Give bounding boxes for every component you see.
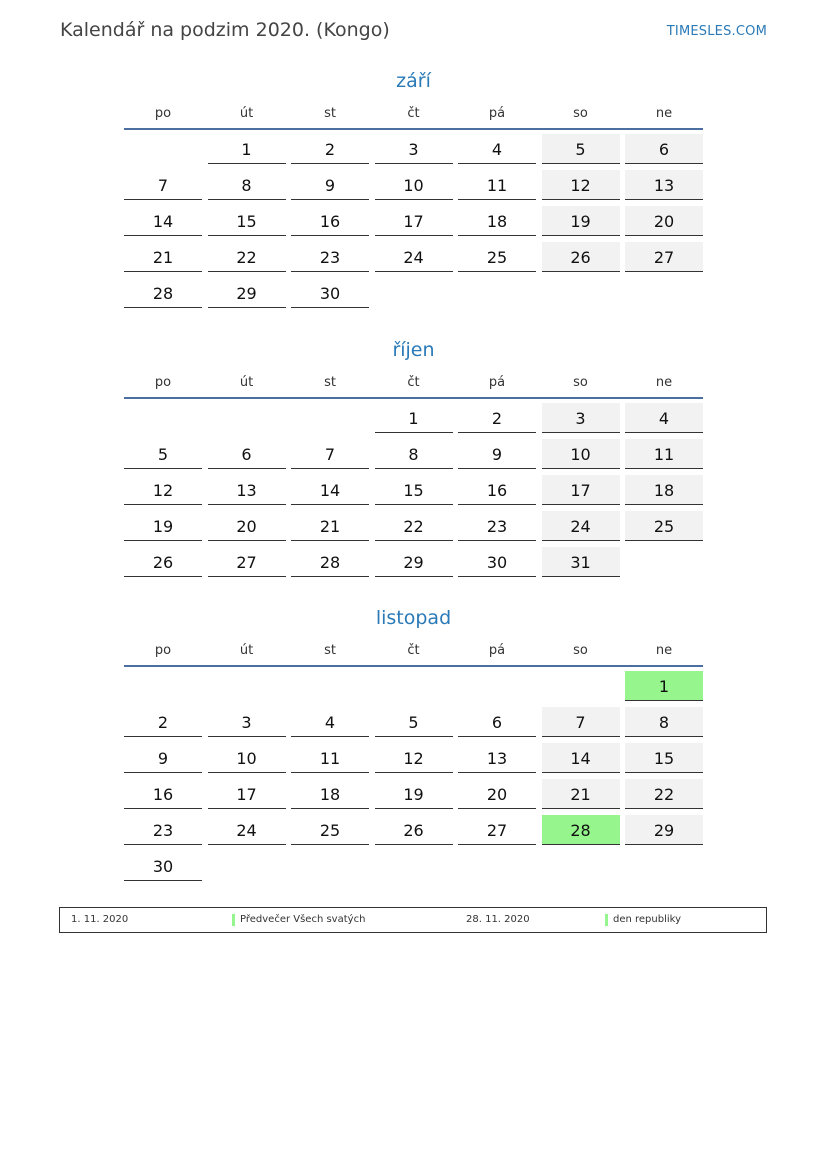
weekday-header-row [124, 375, 703, 392]
day-cell: 14 [124, 206, 202, 236]
weekday-label: po [154, 375, 172, 390]
day-cell: 17 [208, 779, 286, 809]
day-cell: 5 [542, 134, 620, 164]
day-cell: 22 [208, 242, 286, 272]
day-cell: 21 [124, 242, 202, 272]
day-cell: 8 [375, 439, 453, 469]
day-cell: 12 [375, 743, 453, 773]
day-cell: 24 [542, 511, 620, 541]
weekday-label: pá [488, 106, 506, 121]
legend-date: 28. 11. 2020 [466, 914, 530, 925]
day-cell: 4 [291, 707, 369, 737]
day-cell: 16 [291, 206, 369, 236]
day-cell: 15 [375, 475, 453, 505]
day-cell: 26 [542, 242, 620, 272]
day-cell: 30 [124, 851, 202, 881]
day-cell: 30 [291, 278, 369, 308]
day-cell: 21 [542, 779, 620, 809]
day-cell: 14 [542, 743, 620, 773]
day-cell: 15 [208, 206, 286, 236]
header-divider [124, 128, 703, 130]
weekday-header-row [124, 106, 703, 123]
day-cell: 17 [375, 206, 453, 236]
month-name: září [396, 70, 431, 92]
day-cell: 5 [124, 439, 202, 469]
weekday-label: čt [407, 375, 420, 390]
day-cell: 22 [625, 779, 703, 809]
day-cell: 15 [625, 743, 703, 773]
day-cell: 1 [208, 134, 286, 164]
day-cell: 28 [124, 278, 202, 308]
day-cell: 7 [542, 707, 620, 737]
weekday-label: pá [488, 375, 506, 390]
day-cell: 29 [208, 278, 286, 308]
weekday-label: út [239, 106, 254, 121]
day-cell: 1 [625, 671, 703, 701]
day-cell: 21 [291, 511, 369, 541]
holiday-legend [59, 907, 767, 933]
day-cell: 18 [458, 206, 536, 236]
day-cell: 11 [291, 743, 369, 773]
legend-date: 1. 11. 2020 [71, 914, 129, 925]
day-cell: 6 [458, 707, 536, 737]
day-cell: 27 [208, 547, 286, 577]
weekday-label: ne [655, 375, 673, 390]
weekday-label: ne [655, 643, 673, 658]
day-cell: 23 [291, 242, 369, 272]
day-cell: 20 [208, 511, 286, 541]
day-cell: 13 [208, 475, 286, 505]
day-cell: 17 [542, 475, 620, 505]
header-divider [124, 397, 703, 399]
day-cell: 11 [458, 170, 536, 200]
day-cell: 26 [124, 547, 202, 577]
day-cell: 9 [124, 743, 202, 773]
day-cell: 19 [375, 779, 453, 809]
day-cell: 14 [291, 475, 369, 505]
day-cell: 10 [208, 743, 286, 773]
weekday-label: út [239, 375, 254, 390]
legend-holiday-name: Předvečer Všech svatých [240, 914, 366, 925]
day-cell: 10 [542, 439, 620, 469]
day-cell: 12 [542, 170, 620, 200]
day-cell: 3 [208, 707, 286, 737]
day-cell: 12 [124, 475, 202, 505]
legend-color-marker [232, 914, 235, 926]
legend-item [413, 908, 766, 932]
weekday-label: st [324, 106, 336, 121]
day-cell: 27 [625, 242, 703, 272]
day-cell: 9 [458, 439, 536, 469]
weekday-label: po [154, 106, 172, 121]
day-cell: 26 [375, 815, 453, 845]
day-cell: 8 [625, 707, 703, 737]
weekday-label: čt [407, 643, 420, 658]
day-cell: 11 [625, 439, 703, 469]
day-cell: 24 [208, 815, 286, 845]
legend-color-marker [605, 914, 608, 926]
day-cell: 8 [208, 170, 286, 200]
day-cell: 27 [458, 815, 536, 845]
weekday-label: st [324, 375, 336, 390]
weekday-label: so [573, 643, 588, 658]
day-cell: 28 [542, 815, 620, 845]
day-cell: 28 [291, 547, 369, 577]
day-cell: 31 [542, 547, 620, 577]
legend-item [60, 908, 413, 932]
day-cell: 9 [291, 170, 369, 200]
site-link[interactable]: TIMESLES.COM [666, 24, 767, 39]
day-cell: 2 [458, 403, 536, 433]
day-cell: 29 [625, 815, 703, 845]
weekday-label: ne [655, 106, 673, 121]
weekday-label: st [324, 643, 336, 658]
weekday-label: po [154, 643, 172, 658]
day-cell: 25 [458, 242, 536, 272]
day-cell: 25 [291, 815, 369, 845]
day-cell: 7 [291, 439, 369, 469]
day-cell: 1 [375, 403, 453, 433]
day-cell: 30 [458, 547, 536, 577]
weekday-label: so [573, 375, 588, 390]
day-cell: 2 [291, 134, 369, 164]
weekday-header-row [124, 643, 703, 660]
day-cell: 23 [124, 815, 202, 845]
day-cell: 20 [625, 206, 703, 236]
day-cell: 4 [625, 403, 703, 433]
weekday-label: čt [407, 106, 420, 121]
day-cell: 23 [458, 511, 536, 541]
day-cell: 18 [625, 475, 703, 505]
day-cell: 3 [542, 403, 620, 433]
day-cell: 29 [375, 547, 453, 577]
day-cell: 5 [375, 707, 453, 737]
day-cell: 4 [458, 134, 536, 164]
day-cell: 22 [375, 511, 453, 541]
day-cell: 20 [458, 779, 536, 809]
day-cell: 3 [375, 134, 453, 164]
day-cell: 16 [458, 475, 536, 505]
month-name: listopad [375, 607, 452, 629]
day-cell: 10 [375, 170, 453, 200]
day-cell: 24 [375, 242, 453, 272]
month-name: říjen [392, 339, 435, 361]
day-cell: 25 [625, 511, 703, 541]
day-cell: 19 [124, 511, 202, 541]
page-title: Kalendář na podzim 2020. (Kongo) [60, 19, 390, 41]
day-cell: 16 [124, 779, 202, 809]
weekday-label: so [573, 106, 588, 121]
day-cell: 18 [291, 779, 369, 809]
day-cell: 13 [625, 170, 703, 200]
day-cell: 6 [208, 439, 286, 469]
day-cell: 2 [124, 707, 202, 737]
day-cell: 13 [458, 743, 536, 773]
weekday-label: pá [488, 643, 506, 658]
day-cell: 7 [124, 170, 202, 200]
header-divider [124, 665, 703, 667]
weekday-label: út [239, 643, 254, 658]
day-cell: 6 [625, 134, 703, 164]
day-cell: 19 [542, 206, 620, 236]
legend-holiday-name: den republiky [613, 914, 682, 925]
